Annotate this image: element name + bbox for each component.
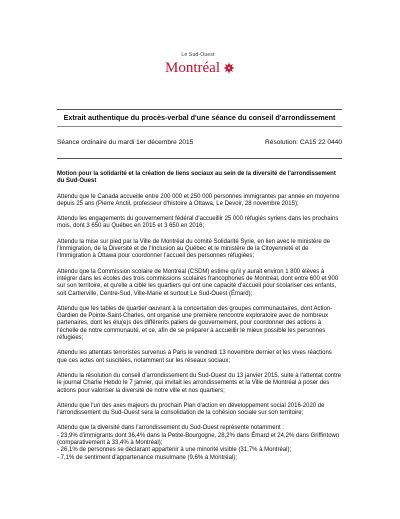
logo: [0, 52, 400, 77]
paragraph: Attendu les attentats terroristes survenus à Paris le vendredi 13 novembre dernier et les vives réactions que ces actes ont suscitées, notamment sur les réseaux sociaux;: [57, 350, 332, 364]
title-rule-bottom: [57, 126, 342, 127]
session-rule: [57, 158, 342, 159]
paragraph: Attendu que le Canada accueille entre 200 000 et 250 000 personnes immigrantes par année en moyenne depuis 25 ans (Pierre Anctil, professeur d'histoire à Ottawa, Le Devoir, 28 novembre 2015);: [57, 193, 340, 207]
paragraph: Attendu que l'un des axes majeurs du prochain Plan d'action en développement social 2016-2020 de l'arrondissement du Sud-Ouest sera la consolidation de la cohésion sociale sur son territoire;: [57, 402, 325, 417]
document-title: Extrait authentique du procès-verbal d'une séance du conseil d'arrondissement: [63, 113, 336, 122]
paragraph: Attendu la mise sur pied par la Ville de Montréal du comité Solidarité Syrie, en lien avec le ministère de l'Immigration, de la Diversité et de l'Inclusion au Québec et le ministère de la Citoyenneté et de l'Immigration à Ottawa pour coordonner l'accueil des personnes réfugiées;: [57, 238, 331, 260]
paragraph: Attendu la résolution du conseil d'arrondissement du Sud-Ouest du 13 janvier 2015, suite à l'attentat contre le journal Charlie Hebdo le 7 janvier, qui invitait les arrondissements et la Ville de Montréal à poser des actions pour valoriser la diversité de notre ville et nos quartiers;: [57, 372, 342, 394]
paragraph: Attendu les engagements du gouvernement fédéral d'accueillir 25 000 réfugiés syriens dans les prochains mois, dont 3 650 au Québec en 2015 et 3 650 en 2016;: [57, 216, 339, 230]
logo-borough-name: Le Sud-Ouest: [181, 52, 215, 58]
title-rule-top: [57, 109, 342, 110]
paragraph: Attendu que la Commission scolaire de Montréal (CSDM) estime qu'il y aurait environ 1 800 élèves à intégrer dans les écoles des trois commissions scolaires francophones de Montréal, dont entre 600 et 900 sur son territoire, et qu'elle a ciblé les quartiers qui ont une capacité d'accueil pour scolariser ces enfants, soit Cartierville, Centre-Sud, Ville-Marie et surtout Le Sud-Ouest (Émard);: [57, 268, 339, 297]
logo-wordmark: [165, 60, 235, 76]
session-date: Séance ordinaire du mardi 1er décembre 2015: [57, 139, 194, 146]
logo-city-name: Montréal: [165, 60, 220, 76]
document-body: [57, 171, 342, 462]
paragraph: Attendu que les tables de quartier œuvrant à la concertation des groupes communautaires, dont Action-Gardien de Pointe-Saint-Charles, ont organisé une première rencontre exploratoire avec de nombreux partenaires, dont les élu(e)s des différents paliers de gouvernement, pour coordonner des actions à l'échelle de notre communauté, et ce, afin de se préparer à accueillir le mieux possible les personnes réfugiées;: [57, 305, 333, 342]
motion-title: Motion pour la solidarité et la création de liens sociaux au sein de la diversité de l'arrondissement du Sud-Ouest: [57, 171, 336, 185]
session-line: [57, 139, 342, 147]
rosette-icon: [223, 62, 235, 74]
resolution-number: Résolution: CA15 22 0440: [265, 139, 342, 146]
paragraph-with-list: Attendu que la diversité dans l'arrondissement du Sud-Ouest représente notamment : - 23,9% d'immigrants dont 36,4% dans la Petite-Bourgogne, 28,2% dans Émard et 24,2% dans Griffintown (comparativement à 33,4% à Montréal); - 26,1% de personnes se déclarant appartenir à une minorité visible (31,7% à Montréal); - 7,1% de sentiment d'appartenance musulmane (9,6% à Montréal);: [57, 425, 340, 461]
